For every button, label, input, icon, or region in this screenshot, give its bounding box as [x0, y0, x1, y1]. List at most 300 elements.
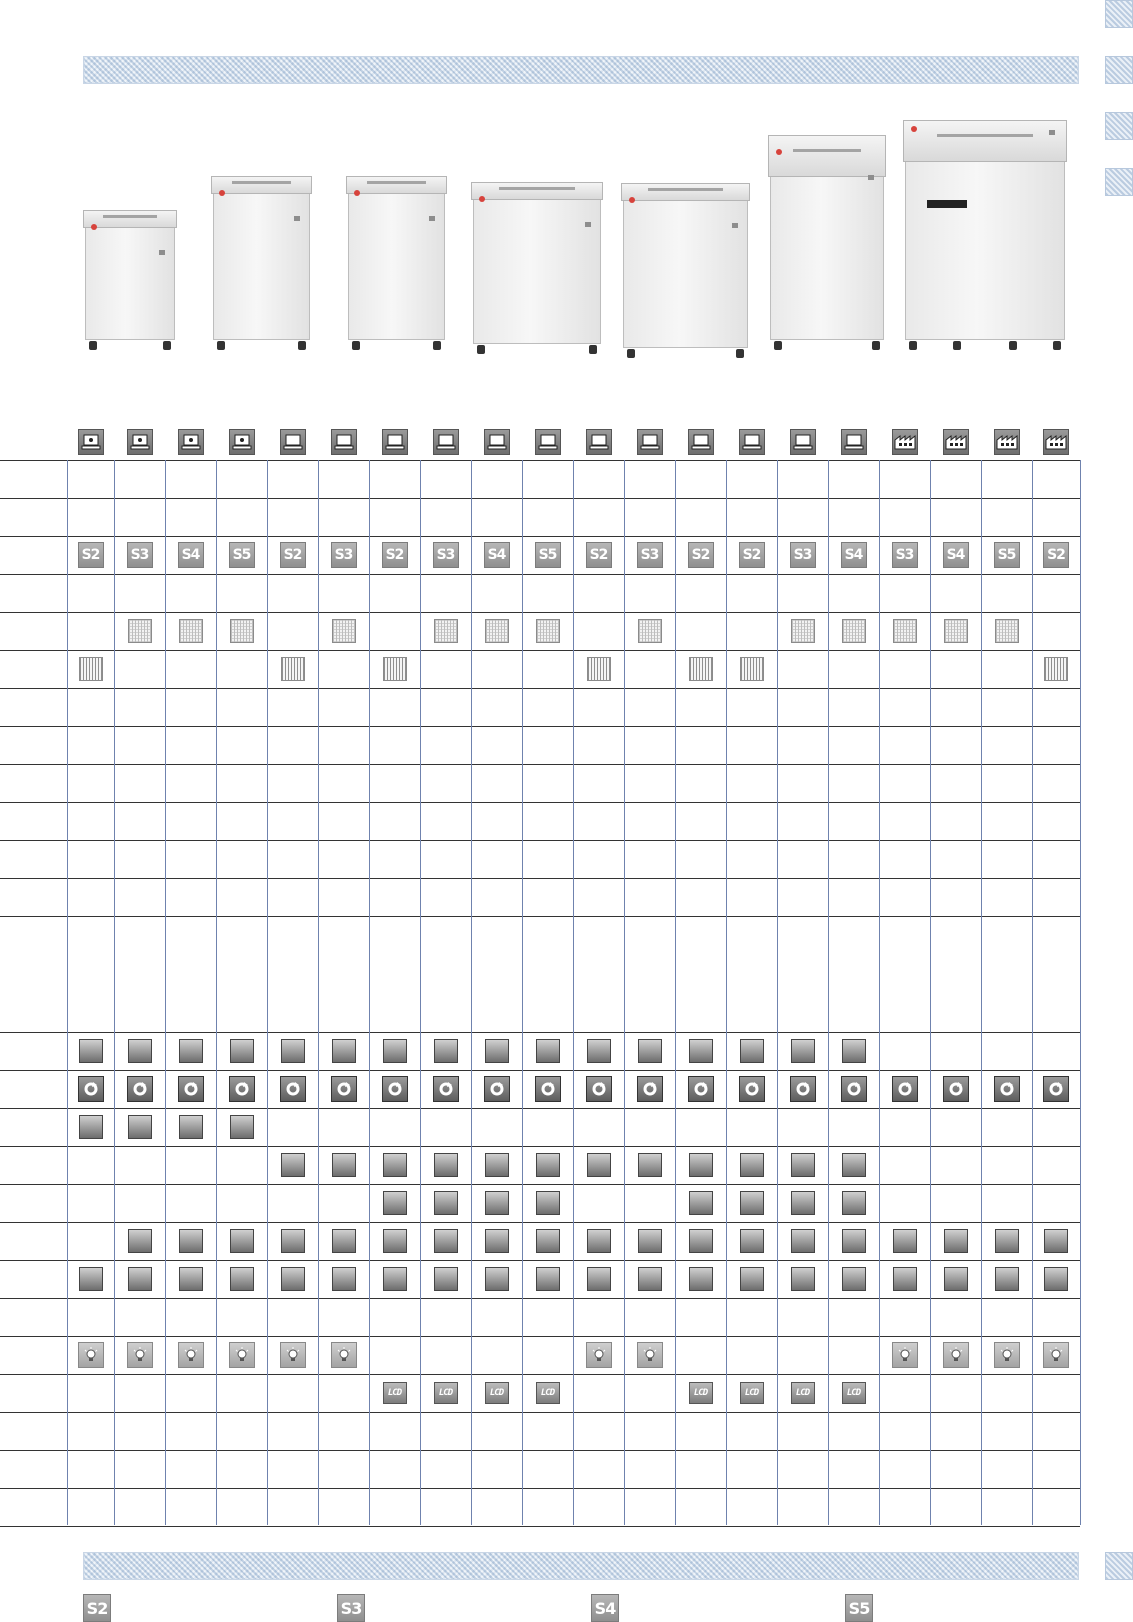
cross-cut-cell — [535, 618, 561, 644]
feature-cell — [78, 1342, 104, 1368]
feature-icon — [536, 1153, 560, 1177]
side-tab-2[interactable] — [1105, 56, 1133, 84]
computer-icon — [280, 429, 306, 455]
feature-icon — [332, 1229, 356, 1253]
row-line — [0, 1336, 1080, 1337]
strip-cut-cell — [382, 656, 408, 682]
row-line — [0, 1260, 1080, 1261]
row-line — [0, 1184, 1080, 1185]
column-line — [318, 460, 319, 1525]
cross-cut-cell — [841, 618, 867, 644]
feature-cell — [484, 1038, 510, 1064]
feature-cell — [739, 1038, 765, 1064]
feature-cell — [78, 1266, 104, 1292]
feature-cell — [127, 1038, 153, 1064]
computer-icon — [586, 429, 612, 455]
security-level-badge: S5 — [535, 542, 561, 568]
feature-cell — [78, 1076, 104, 1102]
feature-cell — [331, 1076, 357, 1102]
brand-logo — [354, 190, 360, 196]
shredder-head — [346, 176, 447, 194]
feature-cell — [688, 1038, 714, 1064]
feature-cell — [994, 1266, 1020, 1292]
column-line — [267, 460, 268, 1525]
cross-cut-cell — [790, 618, 816, 644]
cross-cut-cell — [433, 618, 459, 644]
feature-icon — [383, 1229, 407, 1253]
feature-icon — [332, 1267, 356, 1291]
switch — [1049, 130, 1055, 135]
cross-cut-icon — [842, 619, 866, 643]
feature-icon — [842, 1191, 866, 1215]
column-line — [726, 460, 727, 1525]
shredder-head — [471, 182, 603, 200]
feature-cell — [127, 1342, 153, 1368]
feature-cell — [229, 1114, 255, 1140]
feature-cell — [739, 1380, 765, 1406]
feature-cell — [382, 1190, 408, 1216]
column-line — [67, 460, 68, 1525]
security-level-badge: S3 — [892, 542, 918, 568]
feature-cell — [1043, 1076, 1069, 1102]
feature-cell — [382, 1038, 408, 1064]
feature-cell — [994, 1228, 1020, 1254]
wheel — [163, 341, 171, 350]
side-tab-3[interactable] — [1105, 112, 1133, 140]
feature-icon — [383, 1267, 407, 1291]
lcd-display-icon: LCD — [485, 1382, 509, 1404]
row-line — [0, 1146, 1080, 1147]
feature-cell — [331, 1228, 357, 1254]
auto-start-stop-icon — [127, 1076, 153, 1102]
feature-cell — [484, 1266, 510, 1292]
feature-cell — [739, 1228, 765, 1254]
feature-cell — [280, 1038, 306, 1064]
feature-cell — [484, 1152, 510, 1178]
feature-icon — [383, 1039, 407, 1063]
row-line — [0, 726, 1080, 727]
office-computer-icon — [127, 429, 153, 455]
row-line — [0, 574, 1080, 575]
lcd-display-icon: LCD — [842, 1382, 866, 1404]
feature-cell — [535, 1076, 561, 1102]
shredder-cabinet — [348, 188, 445, 340]
feed-slot — [103, 215, 157, 218]
feature-icon — [128, 1267, 152, 1291]
feature-icon — [230, 1229, 254, 1253]
column-line — [675, 460, 676, 1525]
shredder-head — [903, 120, 1067, 162]
feature-cell — [178, 1038, 204, 1064]
feature-cell — [484, 1228, 510, 1254]
shredder-cabinet — [905, 150, 1065, 340]
light-indicator-icon — [127, 1342, 153, 1368]
feature-cell — [433, 1266, 459, 1292]
factory-icon — [994, 429, 1020, 455]
feature-cell — [790, 1266, 816, 1292]
row-line — [0, 1032, 1080, 1033]
feature-icon — [536, 1267, 560, 1291]
feature-cell — [637, 1076, 663, 1102]
shredder-photo-7 — [905, 120, 1065, 350]
shredder-cabinet — [213, 188, 310, 340]
brand-logo — [219, 190, 225, 196]
feature-cell — [127, 1228, 153, 1254]
shredder-head — [83, 210, 177, 228]
legend-level-s2: S2 — [83, 1594, 111, 1622]
feature-icon — [740, 1267, 764, 1291]
wheel — [953, 341, 961, 350]
feature-icon — [1044, 1229, 1068, 1253]
cross-cut-cell — [892, 618, 918, 644]
row-line — [0, 612, 1080, 613]
factory-icon — [1043, 429, 1069, 455]
legend-level-s3: S3 — [337, 1594, 365, 1622]
feature-cell — [229, 1076, 255, 1102]
feature-cell — [433, 1190, 459, 1216]
feature-icon — [740, 1229, 764, 1253]
feature-cell — [841, 1380, 867, 1406]
strip-cut-cell — [586, 656, 612, 682]
feature-cell — [637, 1152, 663, 1178]
feature-icon — [281, 1153, 305, 1177]
feature-cell — [637, 1266, 663, 1292]
feature-cell — [433, 1076, 459, 1102]
feature-cell — [535, 1190, 561, 1216]
feature-cell — [1043, 1228, 1069, 1254]
feature-icon — [842, 1153, 866, 1177]
strip-cut-icon — [740, 657, 764, 681]
light-indicator-icon — [892, 1342, 918, 1368]
computer-icon — [739, 429, 765, 455]
feature-icon — [638, 1039, 662, 1063]
feature-cell — [382, 1152, 408, 1178]
shredder-head — [621, 183, 750, 201]
column-line — [1080, 460, 1081, 1525]
row-line — [0, 536, 1080, 537]
strip-cut-cell — [1043, 656, 1069, 682]
feature-icon — [485, 1229, 509, 1253]
office-computer-icon — [229, 429, 255, 455]
cross-cut-cell — [637, 618, 663, 644]
security-level-badge: S2 — [739, 542, 765, 568]
feature-cell — [229, 1266, 255, 1292]
cross-cut-icon — [332, 619, 356, 643]
light-indicator-icon — [78, 1342, 104, 1368]
feature-icon — [434, 1191, 458, 1215]
computer-icon — [331, 429, 357, 455]
feature-cell — [586, 1342, 612, 1368]
feature-icon — [485, 1191, 509, 1215]
brand-logo — [629, 197, 635, 203]
switch — [159, 250, 165, 255]
auto-start-stop-icon — [1043, 1076, 1069, 1102]
column-line — [216, 460, 217, 1525]
feature-cell — [433, 1228, 459, 1254]
feature-cell — [688, 1380, 714, 1406]
row-line — [0, 1488, 1080, 1489]
switch — [294, 216, 300, 221]
column-line — [1032, 460, 1033, 1525]
security-level-badge: S3 — [790, 542, 816, 568]
computer-icon — [637, 429, 663, 455]
cross-cut-icon — [128, 619, 152, 643]
brand-logo — [776, 149, 782, 155]
feature-cell — [586, 1152, 612, 1178]
feed-slot — [937, 134, 1033, 137]
header-band — [83, 56, 1079, 84]
feature-cell — [280, 1266, 306, 1292]
feature-icon — [485, 1153, 509, 1177]
feature-icon — [230, 1115, 254, 1139]
feed-slot — [793, 149, 861, 152]
feature-icon — [281, 1267, 305, 1291]
feature-cell — [1043, 1342, 1069, 1368]
row-line — [0, 1070, 1080, 1071]
cross-cut-cell — [994, 618, 1020, 644]
row-line — [0, 1374, 1080, 1375]
feature-cell — [331, 1152, 357, 1178]
security-level-badge: S4 — [841, 542, 867, 568]
wheel — [627, 349, 635, 358]
feature-icon — [128, 1229, 152, 1253]
shredder-photo-5 — [623, 183, 748, 358]
column-line — [471, 460, 472, 1525]
feature-cell — [535, 1038, 561, 1064]
feature-icon — [791, 1229, 815, 1253]
auto-start-stop-icon — [637, 1076, 663, 1102]
shredder-cabinet — [85, 222, 175, 340]
feature-icon — [485, 1267, 509, 1291]
feature-icon — [230, 1039, 254, 1063]
column-line — [369, 460, 370, 1525]
computer-icon — [382, 429, 408, 455]
side-tab-1[interactable] — [1105, 0, 1133, 28]
wheel — [433, 341, 441, 350]
light-indicator-icon — [331, 1342, 357, 1368]
cross-cut-cell — [331, 618, 357, 644]
brand-logo — [479, 196, 485, 202]
feature-icon — [944, 1229, 968, 1253]
feature-cell — [943, 1342, 969, 1368]
feature-icon — [281, 1039, 305, 1063]
wheel — [872, 341, 880, 350]
feature-cell — [484, 1076, 510, 1102]
auto-start-stop-icon — [382, 1076, 408, 1102]
feature-cell — [433, 1038, 459, 1064]
feature-icon — [791, 1267, 815, 1291]
feature-cell — [790, 1190, 816, 1216]
cross-cut-icon — [536, 619, 560, 643]
cross-cut-cell — [178, 618, 204, 644]
feature-cell — [535, 1152, 561, 1178]
feature-cell — [841, 1190, 867, 1216]
office-computer-icon — [78, 429, 104, 455]
feature-icon — [536, 1229, 560, 1253]
computer-icon — [790, 429, 816, 455]
feature-cell — [994, 1076, 1020, 1102]
feature-cell — [688, 1228, 714, 1254]
auto-start-stop-icon — [841, 1076, 867, 1102]
row-line — [0, 650, 1080, 651]
security-level-badge: S3 — [433, 542, 459, 568]
computer-icon — [484, 429, 510, 455]
feature-cell — [739, 1076, 765, 1102]
cross-cut-icon — [638, 619, 662, 643]
feature-cell — [892, 1228, 918, 1254]
row-line — [0, 840, 1080, 841]
row-line — [0, 916, 1080, 917]
feature-icon — [79, 1267, 103, 1291]
strip-cut-icon — [79, 657, 103, 681]
column-line — [165, 460, 166, 1525]
footer-band — [83, 1552, 1079, 1580]
brand-logo — [91, 224, 97, 230]
wheel — [909, 341, 917, 350]
feature-icon — [587, 1229, 611, 1253]
shredder-head — [211, 176, 312, 194]
column-line — [522, 460, 523, 1525]
feature-cell — [586, 1076, 612, 1102]
security-level-badge: S2 — [586, 542, 612, 568]
auto-start-stop-icon — [280, 1076, 306, 1102]
feature-icon — [740, 1153, 764, 1177]
feature-cell — [382, 1380, 408, 1406]
feature-cell — [790, 1076, 816, 1102]
feature-icon — [587, 1267, 611, 1291]
factory-icon — [892, 429, 918, 455]
auto-start-stop-icon — [484, 1076, 510, 1102]
auto-start-stop-icon — [790, 1076, 816, 1102]
feature-cell — [688, 1076, 714, 1102]
feature-icon — [434, 1153, 458, 1177]
feature-icon — [332, 1153, 356, 1177]
feature-cell — [178, 1266, 204, 1292]
feature-cell — [790, 1038, 816, 1064]
wheel — [1053, 341, 1061, 350]
feature-cell — [1043, 1266, 1069, 1292]
switch — [429, 216, 435, 221]
feature-cell — [739, 1190, 765, 1216]
auto-start-stop-icon — [229, 1076, 255, 1102]
shredder-photo-3 — [348, 176, 445, 350]
feature-icon — [79, 1115, 103, 1139]
security-level-badge: S2 — [688, 542, 714, 568]
column-line — [114, 460, 115, 1525]
row-line — [0, 1222, 1080, 1223]
cross-cut-icon — [179, 619, 203, 643]
feature-cell — [78, 1038, 104, 1064]
strip-cut-icon — [383, 657, 407, 681]
legend-level-s4: S4 — [591, 1594, 619, 1622]
feature-cell — [229, 1342, 255, 1368]
feature-cell — [280, 1076, 306, 1102]
column-line — [930, 460, 931, 1525]
cross-cut-cell — [484, 618, 510, 644]
feature-cell — [637, 1342, 663, 1368]
feature-icon — [587, 1039, 611, 1063]
feature-icon — [893, 1267, 917, 1291]
feature-cell — [484, 1380, 510, 1406]
feature-cell — [790, 1380, 816, 1406]
feature-icon — [230, 1267, 254, 1291]
cross-cut-icon — [485, 619, 509, 643]
feature-icon — [485, 1039, 509, 1063]
auto-start-stop-icon — [943, 1076, 969, 1102]
feature-cell — [943, 1228, 969, 1254]
side-tab-4[interactable] — [1105, 168, 1133, 196]
light-indicator-icon — [637, 1342, 663, 1368]
side-tab-5[interactable] — [1105, 1552, 1133, 1580]
feature-icon — [842, 1039, 866, 1063]
feature-cell — [178, 1228, 204, 1254]
cross-cut-cell — [943, 618, 969, 644]
security-level-badge: S4 — [178, 542, 204, 568]
auto-start-stop-icon — [433, 1076, 459, 1102]
feature-cell — [433, 1380, 459, 1406]
switch — [585, 222, 591, 227]
lcd-display-icon: LCD — [434, 1382, 458, 1404]
feature-icon — [995, 1229, 1019, 1253]
feature-icon — [689, 1153, 713, 1177]
feature-cell — [178, 1076, 204, 1102]
strip-cut-icon — [1044, 657, 1068, 681]
shredder-photo-1 — [85, 210, 175, 350]
switch — [732, 223, 738, 228]
strip-cut-icon — [689, 657, 713, 681]
auto-start-stop-icon — [78, 1076, 104, 1102]
feature-icon — [791, 1153, 815, 1177]
feature-icon — [689, 1039, 713, 1063]
cross-cut-icon — [995, 619, 1019, 643]
column-line — [981, 460, 982, 1525]
lcd-display-icon: LCD — [536, 1382, 560, 1404]
legend-level-s5: S5 — [845, 1594, 873, 1622]
feature-cell — [331, 1266, 357, 1292]
security-level-badge: S5 — [994, 542, 1020, 568]
cross-cut-icon — [791, 619, 815, 643]
feature-cell — [688, 1190, 714, 1216]
row-line — [0, 764, 1080, 765]
wheel — [89, 341, 97, 350]
feed-slot — [232, 181, 290, 184]
security-level-badge: S3 — [127, 542, 153, 568]
feature-cell — [841, 1266, 867, 1292]
feature-cell — [484, 1190, 510, 1216]
feed-slot — [499, 187, 576, 190]
feature-icon — [638, 1229, 662, 1253]
feature-icon — [893, 1229, 917, 1253]
feature-icon — [1044, 1267, 1068, 1291]
row-line — [0, 802, 1080, 803]
security-level-badge: S3 — [637, 542, 663, 568]
strip-cut-cell — [280, 656, 306, 682]
feature-icon — [281, 1229, 305, 1253]
column-line — [573, 460, 574, 1525]
feature-cell — [178, 1114, 204, 1140]
shredder-head — [768, 135, 886, 177]
feature-cell — [892, 1266, 918, 1292]
wheel — [589, 345, 597, 354]
security-level-badge: S2 — [382, 542, 408, 568]
shredder-cabinet — [623, 195, 748, 348]
feature-cell — [127, 1076, 153, 1102]
feature-icon — [536, 1191, 560, 1215]
wheel — [298, 341, 306, 350]
strip-cut-cell — [688, 656, 714, 682]
feature-cell — [127, 1266, 153, 1292]
light-indicator-icon — [1043, 1342, 1069, 1368]
